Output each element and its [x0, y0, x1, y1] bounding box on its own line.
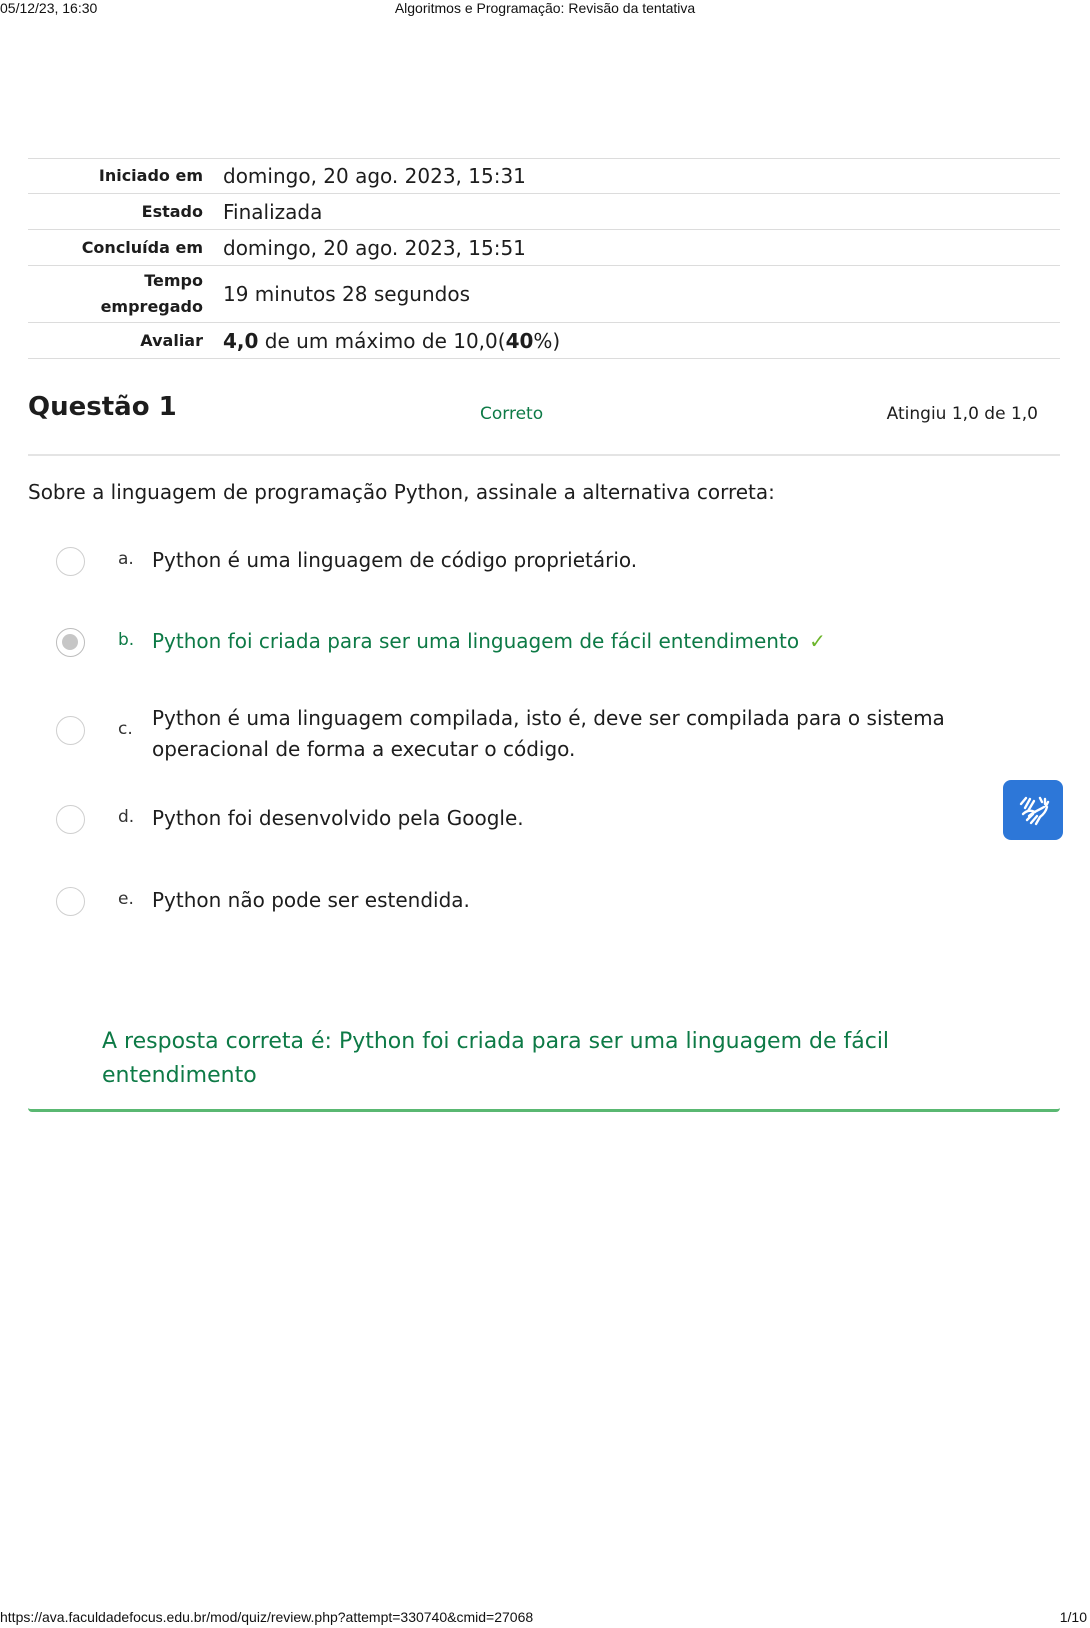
- time-value: 19 minutos 28 segundos: [223, 282, 470, 306]
- time-label-line1: Tempo: [144, 271, 203, 290]
- question-state: Correto: [480, 404, 544, 424]
- option-b-letter: b.: [118, 630, 135, 650]
- sign-language-hands-icon: [1013, 790, 1053, 830]
- summary-row-time: [28, 266, 1060, 323]
- started-label: Iniciado em: [98, 166, 203, 185]
- time-label: [28, 266, 215, 323]
- option-c-text: Python é uma linguagem compilada, isto é, deve ser compilada para o sistema operacional de forma a executar o código.: [152, 706, 945, 761]
- summary-row-started: [28, 159, 1060, 194]
- grade-middle: de um máximo de 10,0: [258, 328, 498, 353]
- option-b-text: Python foi criada para ser uma linguagem de fácil entendimento: [152, 629, 800, 653]
- option-b[interactable]: [56, 628, 996, 660]
- question-text: Sobre a linguagem de programação Python, assinale a alternativa correta:: [28, 480, 775, 504]
- option-a[interactable]: [56, 547, 996, 579]
- print-footer: [0, 1609, 1090, 1628]
- option-a-text: Python é uma linguagem de código proprietário.: [152, 548, 638, 572]
- option-a-radio[interactable]: [56, 547, 85, 576]
- option-d-radio[interactable]: [56, 805, 85, 834]
- feedback-text: A resposta correta é: Python foi criada para ser uma linguagem de fácil entendimento: [102, 1029, 890, 1088]
- option-d-text: Python foi desenvolvido pela Google.: [152, 806, 524, 830]
- question-grade: Atingiu 1,0 de 1,0: [886, 404, 1038, 424]
- summary-row-completed: [28, 230, 1060, 266]
- option-d-letter: d.: [118, 807, 135, 827]
- option-c-letter: c.: [118, 719, 133, 739]
- option-e-radio[interactable]: [56, 887, 85, 916]
- accessibility-sign-language-button[interactable]: [1003, 780, 1063, 840]
- option-c-radio[interactable]: [56, 716, 85, 745]
- option-b-label: [152, 626, 1002, 657]
- option-e-letter: e.: [118, 889, 134, 909]
- grade-value: [215, 323, 1060, 359]
- question-header: [28, 390, 1060, 456]
- time-label-line2: empregado: [100, 297, 203, 316]
- summary-row-state: [28, 194, 1060, 230]
- check-icon: ✓: [809, 629, 826, 653]
- option-e-text: Python não pode ser estendida.: [152, 888, 470, 912]
- grade-open: (: [497, 328, 506, 353]
- question-title: Questão 1: [28, 392, 177, 422]
- option-b-radio[interactable]: [56, 628, 85, 657]
- grade-close: %): [533, 328, 561, 353]
- started-value: domingo, 20 ago. 2023, 15:31: [223, 164, 526, 188]
- option-a-letter: a.: [118, 549, 134, 569]
- option-c[interactable]: [56, 706, 996, 770]
- correct-answer-feedback: [28, 1015, 1060, 1112]
- attempt-summary-table: [28, 158, 1060, 359]
- print-title: Algoritmos e Programação: Revisão da tentativa: [394, 0, 696, 16]
- completed-label: Concluída em: [81, 237, 203, 257]
- grade-score: 4,0: [223, 328, 259, 353]
- summary-row-grade: [28, 323, 1060, 359]
- option-e[interactable]: [56, 887, 996, 919]
- print-header: [0, 0, 1090, 20]
- option-d[interactable]: [56, 805, 996, 837]
- grade-percent: 40: [505, 328, 534, 353]
- print-datetime: 05/12/23, 16:30: [0, 0, 98, 16]
- print-url: https://ava.faculdadefocus.edu.br/mod/quiz/review.php?attempt=330740&cmid=27068: [0, 1609, 534, 1625]
- state-label: Estado: [141, 201, 203, 221]
- print-page-number: 1/10: [1059, 1609, 1087, 1625]
- grade-label: Avaliar: [140, 330, 203, 350]
- completed-value: domingo, 20 ago. 2023, 15:51: [223, 235, 526, 260]
- state-value: Finalizada: [223, 199, 323, 224]
